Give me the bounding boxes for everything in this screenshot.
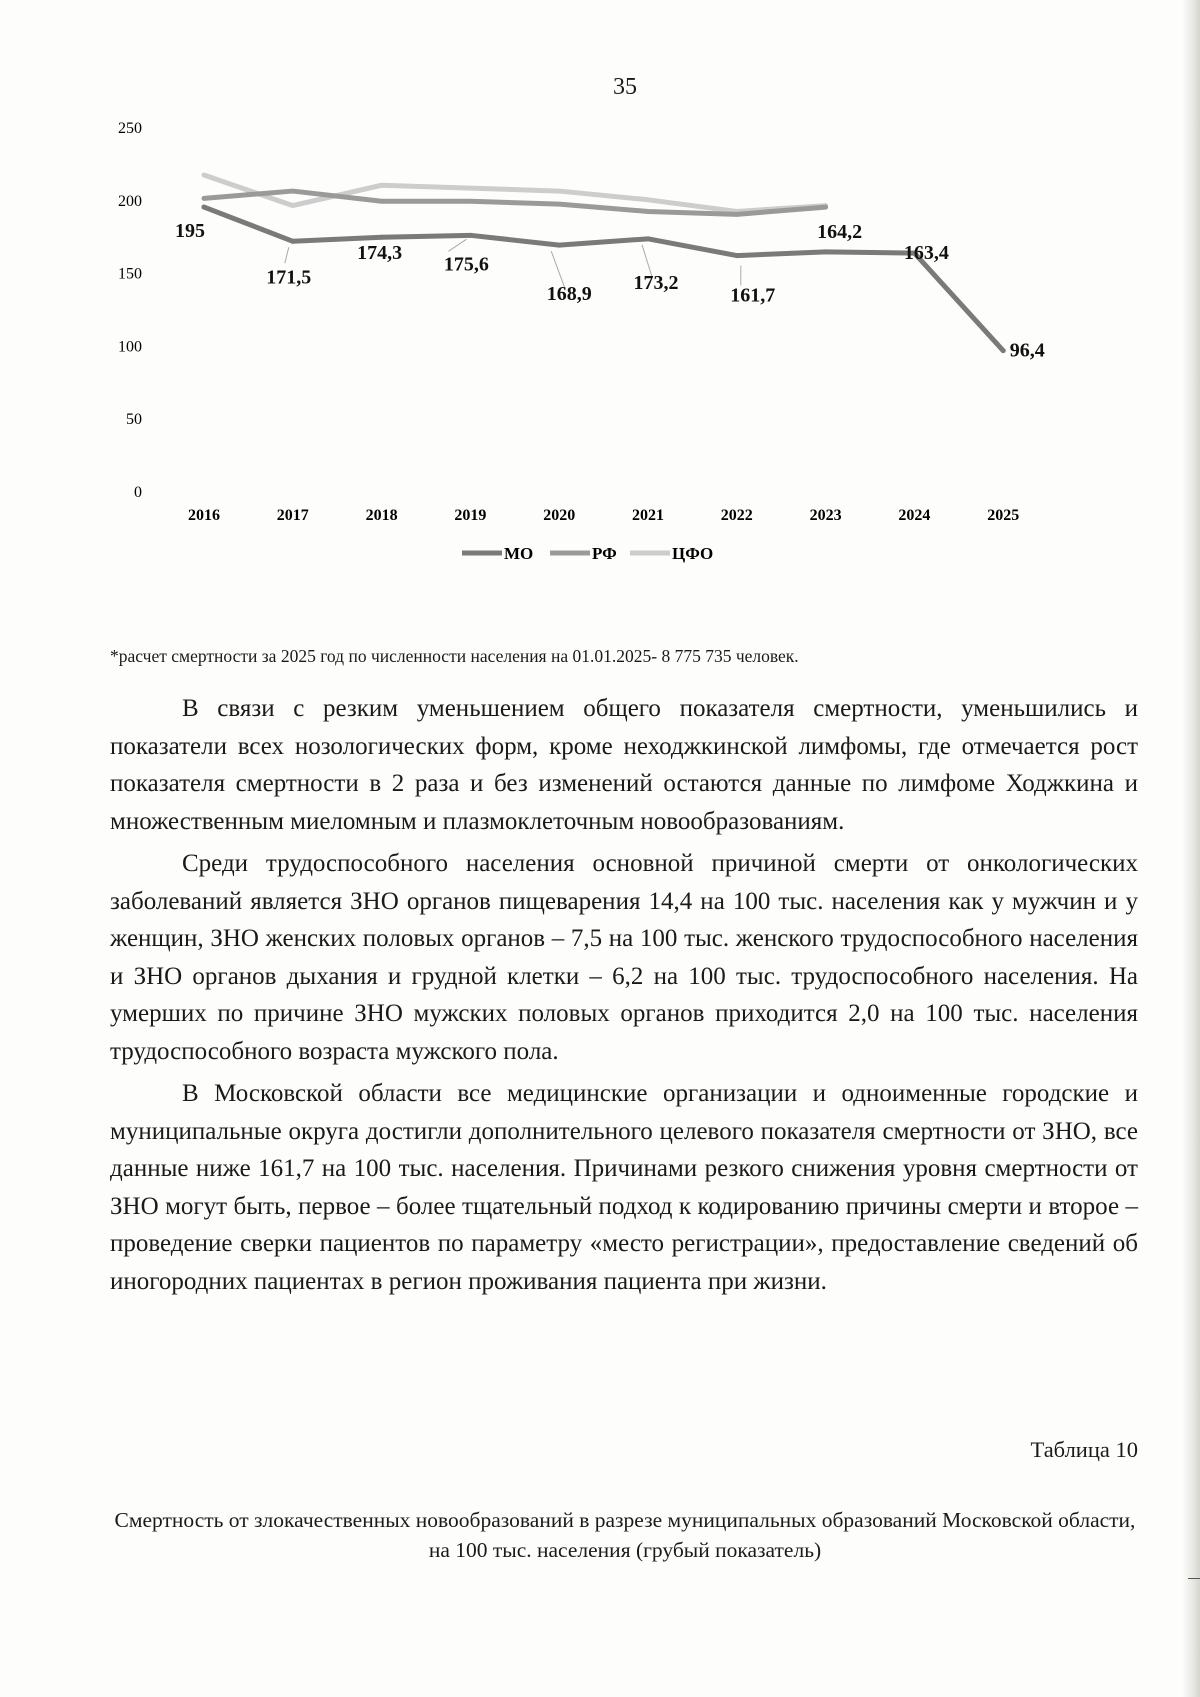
label-leader-line [448,239,466,251]
series-line-mo [204,207,1003,351]
table-label: Таблица 10 [1030,1437,1138,1462]
table-title: Смертность от злокачественных новообразований в разрезе муниципальных образований Московской области, на 100 тыс. населения (грубый показатель) [114,1508,1136,1562]
legend-label: ЦФО [672,544,714,563]
data-label-mo: 96,4 [1009,339,1045,362]
y-tick-label: 50 [126,411,142,429]
paragraph-2: Среди трудоспособного населения основной причиной смерти от онкологических заболеваний является ЗНО органов пищеварения 14,4 на 100 тыс. населения как у мужчин и у женщин, ЗНО женских половых органов – 7,5 на 100 тыс. женского трудоспособного населения и ЗНО органов дыхания и грудной клетки – 6,2 на 100 тыс. трудоспособного населения. На умерших по причине ЗНО мужских половых органов приходится 2,0 на 100 тыс. населения трудоспособного возраста мужского пола. [110,850,1138,1065]
data-point-mo [468,233,473,238]
data-point-mo [734,253,739,258]
x-tick-label: 2024 [898,507,931,524]
data-point-mo [379,235,384,240]
data-point-mo [646,236,651,241]
data-label-mo: 163,4 [903,242,949,265]
x-tick-label: 2018 [365,507,398,524]
legend-label: МО [504,544,534,563]
x-tick-label: 2025 [987,507,1020,524]
data-label-mo: 171,5 [266,266,312,289]
x-tick-label: 2020 [543,507,576,524]
legend-label: РФ [592,544,617,563]
legend-item [630,544,713,563]
y-tick-label: 100 [118,338,142,356]
data-point-mo [557,243,562,248]
x-tick-label: 2019 [454,507,487,524]
data-point-mo [1001,348,1006,353]
margin-mark [1188,1578,1200,1579]
page-number: 35 [613,74,637,100]
body-text [110,690,1138,1305]
paragraph-1: В связи с резким уменьшением общего показателя смертности, уменьшились и показатели всех нозологических форм, кроме неходжкинской лимфомы, где отмечается рост показателя смертности в 2 раза и без изменений остаются данные по лимфоме Ходжкина и множественным миеломным и плазмоклеточным новообразованиям. [110,695,1138,835]
page-edge-shadow [1182,0,1200,1697]
mortality-line-chart [100,115,1120,630]
data-label-mo: 175,6 [443,253,489,276]
chart-footnote: *расчет смертности за 2025 год по численности населения на 01.01.2025- 8 775 735 человек. [110,646,799,666]
data-label-mo: 195 [175,220,205,243]
x-tick-label: 2022 [720,507,753,524]
data-label-mo: 168,9 [546,283,592,306]
data-point-mo [290,239,295,244]
y-tick-label: 0 [134,484,142,501]
data-label-mo: 161,7 [730,284,776,307]
legend-item [550,544,617,563]
data-label-mo: 173,2 [633,271,679,294]
y-tick-label: 150 [118,265,142,283]
y-tick-label: 250 [118,120,142,137]
paragraph-3: В Московской области все медицинские организации и одноименные городские и муниципальные округа достигли дополнительного целевого показателя смертности от ЗНО, все данные ниже 161,7 на 100 тыс. населения. Причинами резкого снижения уровня смертности от ЗНО могут быть, первое – более тщательный подход к кодированию причины смерти и второе – проведение сверки пациентов по параметру «место регистрации», предоставление сведений об иногородних пациентах в регион проживания пациента при жизни. [110,1080,1138,1295]
data-label-mo: 164,2 [817,220,863,243]
data-point-mo [823,249,828,254]
x-tick-label: 2017 [276,507,309,524]
data-label-mo: 174,3 [357,242,403,265]
data-point-mo [202,205,207,210]
x-tick-label: 2016 [188,507,220,524]
x-tick-label: 2021 [632,507,664,524]
x-tick-label: 2023 [809,507,842,524]
label-leader-line [285,247,289,263]
legend-item [462,544,533,563]
y-tick-label: 200 [118,192,142,210]
